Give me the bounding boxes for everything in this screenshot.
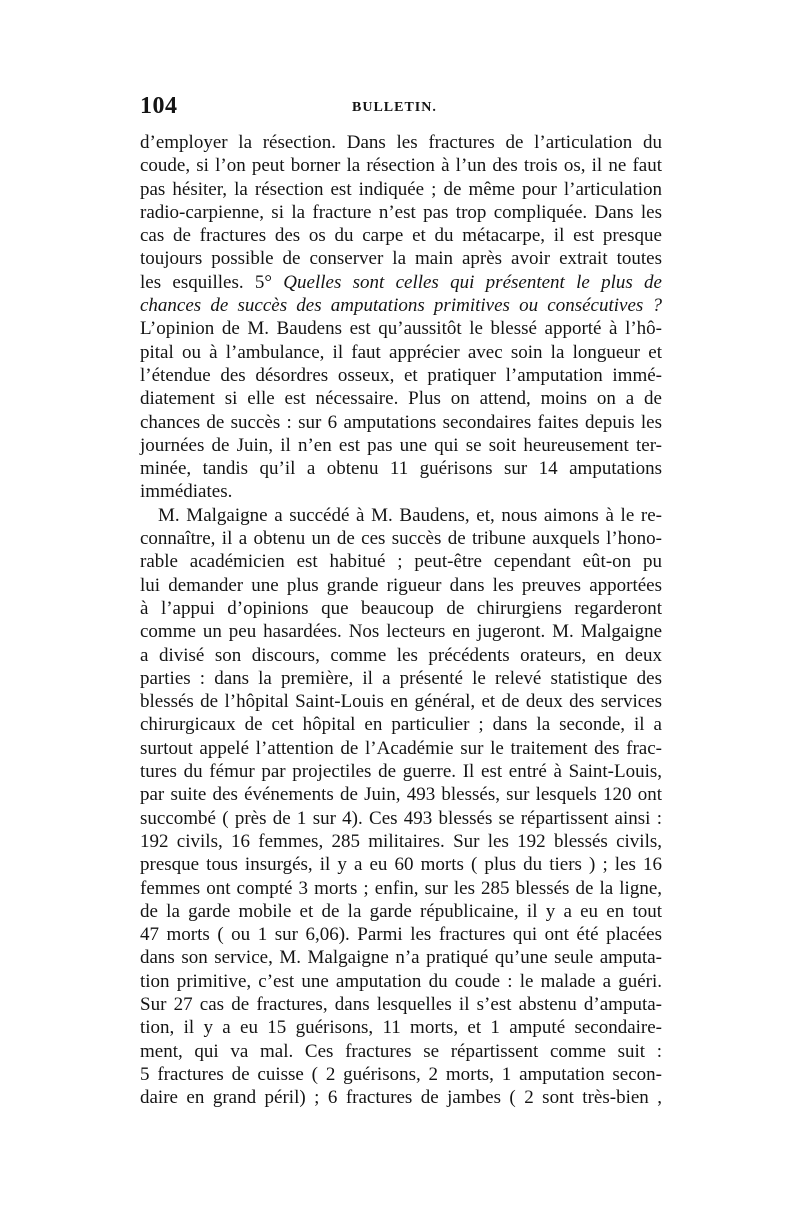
text-line: 47 morts ( ou 1 sur 6,06). Parmi les fractures qui ont été placées: [140, 924, 662, 946]
text-line: pital ou à l’ambulance, il faut apprécier avec soin la longueur et: [140, 341, 662, 363]
text-line: parties : dans la première, il a présenté le relevé statistique des: [140, 667, 662, 689]
text-line: de la garde mobile et de la garde républicaine, il y a eu en tout: [140, 900, 662, 922]
italic-question: Quelles sont celles qui présentent le plus de: [283, 271, 662, 293]
text-line-with-italic: [140, 271, 662, 294]
text-line: à l’appui d’opinions que beaucoup de chirurgiens regarderont: [140, 597, 662, 619]
text-line: succombé ( près de 1 sur 4). Ces 493 blessés se répartissent ainsi :: [140, 807, 662, 829]
text-line: l’étendue des désordres osseux, et pratiquer l’amputation immé-: [140, 364, 662, 386]
text-line: d’employer la résection. Dans les fractures de l’articulation du: [140, 132, 662, 153]
text-line: cas de fractures des os du carpe et du métacarpe, il est presque: [140, 225, 662, 247]
running-head: [140, 93, 662, 123]
text-line: tion primitive, c’est une amputation du coude : le malade a guéri.: [140, 970, 662, 992]
text-line: connaître, il a obtenu un de ces succès de tribune auxquels l’hono-: [140, 528, 662, 550]
page-number: 104: [140, 93, 178, 119]
italic-question-continued: chances de succès des amputations primitives ou consécutives ?: [140, 295, 662, 317]
text-line: femmes ont compté 3 morts ; enfin, sur les 285 blessés de la ligne,: [140, 877, 662, 899]
body-text: [140, 131, 662, 1109]
text-line: chirurgicaux de cet hôpital en particulier ; dans la seconde, il a: [140, 714, 662, 736]
text-line: minée, tandis qu’il a obtenu 11 guérisons sur 14 amputations: [140, 458, 662, 480]
text-line: daire en grand péril) ; 6 fractures de jambes ( 2 sont très-bien ,: [140, 1087, 662, 1109]
text-line: coude, si l’on peut borner la résection à l’un des trois os, il ne faut: [140, 155, 662, 177]
text-line: ment, qui va mal. Ces fractures se répartissent comme suit :: [140, 1040, 662, 1062]
paragraph-end-line: immédiates.: [140, 481, 233, 503]
text-line: blessés de l’hôpital Saint-Louis en général, et de deux des services: [140, 691, 662, 713]
text-line: par suite des événements de Juin, 493 blessés, sur lesquels 120 ont: [140, 784, 662, 806]
text-line: 5 fractures de cuisse ( 2 guérisons, 2 morts, 1 amputation secon-: [140, 1063, 662, 1085]
text-line: comme un peu hasardées. Nos lecteurs en jugeront. M. Malgaigne: [140, 621, 662, 643]
text-line: journées de Juin, il n’en est pas une qui se soit heureusement ter-: [140, 434, 662, 456]
text-line: lui demander une plus grande rigueur dans les preuves apportées: [140, 574, 662, 596]
paragraph-start-line: M. Malgaigne a succédé à M. Baudens, et, nous aimons à le re-: [158, 504, 662, 526]
running-title: BULLETIN.: [352, 100, 437, 115]
text-line: surtout appelé l’attention de l’Académie sur le traitement des frac-: [140, 737, 662, 759]
text-line: diatement si elle est nécessaire. Plus on attend, moins on a de: [140, 388, 662, 410]
text-line: a divisé son discours, comme les précédents orateurs, en deux: [140, 644, 662, 666]
text-line: rable académicien est habitué ; peut-être cependant eût-on pu: [140, 551, 662, 573]
text-line: 192 civils, 16 femmes, 285 militaires. Sur les 192 blessés civils,: [140, 830, 662, 852]
text-line: dans son service, M. Malgaigne n’a pratiqué qu’une seule amputa-: [140, 947, 662, 969]
text-line: L’opinion de M. Baudens est qu’aussitôt le blessé apporté à l’hô-: [140, 318, 662, 340]
text-line: tion, il y a eu 15 guérisons, 11 morts, et 1 amputé secondaire-: [140, 1017, 662, 1039]
text-line: radio-carpienne, si la fracture n’est pas trop compliquée. Dans les: [140, 201, 662, 223]
text-line-lead-in: les esquilles. 5°: [140, 271, 284, 293]
text-line: chances de succès : sur 6 amputations secondaires faites depuis les: [140, 411, 662, 433]
text-line: Sur 27 cas de fractures, dans lesquelles il s’est abstenu d’amputa-: [140, 993, 662, 1015]
text-line: presque tous insurgés, il y a eu 60 morts ( plus du tiers ) ; les 16: [140, 854, 662, 876]
text-line: pas hésiter, la résection est indiquée ; de même pour l’articulation: [140, 178, 662, 200]
text-line: tures du fémur par projectiles de guerre. Il est entré à Saint-Louis,: [140, 761, 662, 783]
text-line: toujours possible de conserver la main après avoir extrait toutes: [140, 248, 662, 270]
